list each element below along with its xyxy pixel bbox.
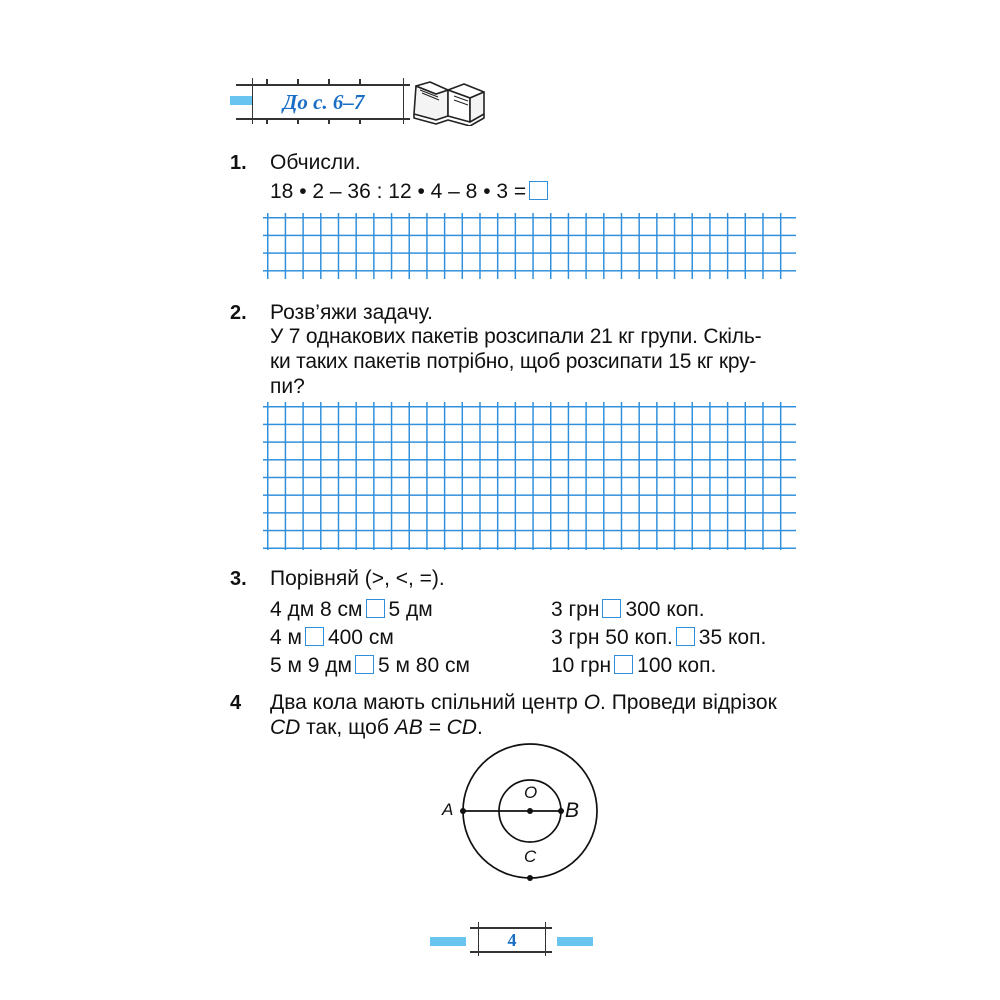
footer-accent-bar-right [557, 937, 593, 946]
header-accent-bar [230, 96, 252, 105]
label-a: A [442, 800, 454, 819]
task-1-expression: 18 • 2 – 36 : 12 • 4 – 8 • 3 = [270, 180, 527, 203]
task-3-number: 3. [230, 568, 247, 590]
point-o [527, 808, 533, 814]
compare-right-value: 5 дм [388, 598, 433, 621]
task-2-number: 2. [230, 302, 247, 324]
task-1-number: 1. [230, 152, 247, 174]
task-3-prompt: Порівняй (>, <, =). [270, 567, 445, 590]
compare-left-value: 3 грн 50 коп. [551, 626, 673, 649]
label-b: B [565, 799, 580, 822]
task-4-number: 4 [230, 692, 242, 714]
task-1-prompt: Обчисли. [270, 151, 361, 174]
task-4-text-line [270, 715, 483, 741]
compare-row [551, 597, 705, 623]
task-2-grid-paper[interactable] [263, 402, 796, 550]
point-c [527, 875, 533, 881]
header-tick [297, 119, 299, 124]
label-c: C [524, 847, 537, 866]
compare-right-value: 300 коп. [625, 598, 705, 621]
answer-box[interactable] [305, 627, 324, 646]
footer-rule-top [470, 927, 552, 929]
answer-box[interactable] [366, 599, 385, 618]
answer-box[interactable] [676, 627, 695, 646]
task-4-text: . Проведи відрізок [600, 691, 777, 714]
open-book-icon [408, 76, 488, 126]
compare-right-value: 100 коп. [637, 654, 717, 677]
answer-box[interactable] [602, 599, 621, 618]
answer-box[interactable] [614, 655, 633, 674]
task-4-text: Два кола мають спільний центр [270, 691, 584, 714]
compare-right-value: 400 см [327, 626, 394, 649]
compare-left-value: 5 м 9 дм [270, 654, 352, 677]
task-1-expression-row [270, 179, 552, 205]
header-tick [297, 79, 299, 84]
concentric-circles-diagram [400, 740, 600, 900]
task-4-text-line [270, 690, 777, 716]
task-2-text-line: пи? [270, 375, 305, 398]
compare-right-value: 5 м 80 см [378, 654, 470, 677]
compare-row [270, 597, 433, 623]
section-title: До с. 6–7 [283, 90, 365, 114]
answer-box[interactable] [355, 655, 374, 674]
footer-rule-bottom [470, 951, 552, 953]
compare-left-value: 3 грн [551, 598, 600, 621]
compare-right-value: 35 коп. [698, 626, 767, 649]
task-4-text: . [476, 716, 483, 739]
header-tick [359, 119, 361, 124]
point-o-ref: O [583, 691, 601, 714]
footer-accent-bar-left [430, 937, 466, 946]
segment-cd-ref: CD [270, 716, 301, 739]
header-tick [328, 79, 330, 84]
compare-left-value: 4 дм 8 см [270, 598, 363, 621]
header-tick [328, 119, 330, 124]
point-a [460, 808, 466, 814]
task-2-text-line: ки таких пакетів потрібно, щоб розсипати 15 кг кру- [270, 350, 757, 373]
compare-left-value: 4 м [270, 626, 302, 649]
page-number: 4 [507, 930, 517, 950]
header-tick [266, 119, 268, 124]
task-4-text: так, щоб [300, 716, 395, 739]
compare-row [270, 625, 394, 651]
label-o: O [524, 783, 538, 802]
point-b [558, 808, 564, 814]
compare-row [270, 653, 470, 679]
task-1-grid-paper[interactable] [263, 213, 796, 279]
compare-row [551, 653, 716, 679]
compare-left-value: 10 грн [551, 654, 612, 677]
task-2-text-line: У 7 однакових пакетів розсипали 21 кг групи. Скіль- [270, 325, 762, 348]
compare-row [551, 625, 766, 651]
task-2-prompt: Розв’яжи задачу. [270, 301, 433, 324]
header-tick [266, 79, 268, 84]
header-tick [359, 79, 361, 84]
equation-ref: AB = CD [394, 716, 477, 739]
answer-box[interactable] [529, 181, 548, 200]
